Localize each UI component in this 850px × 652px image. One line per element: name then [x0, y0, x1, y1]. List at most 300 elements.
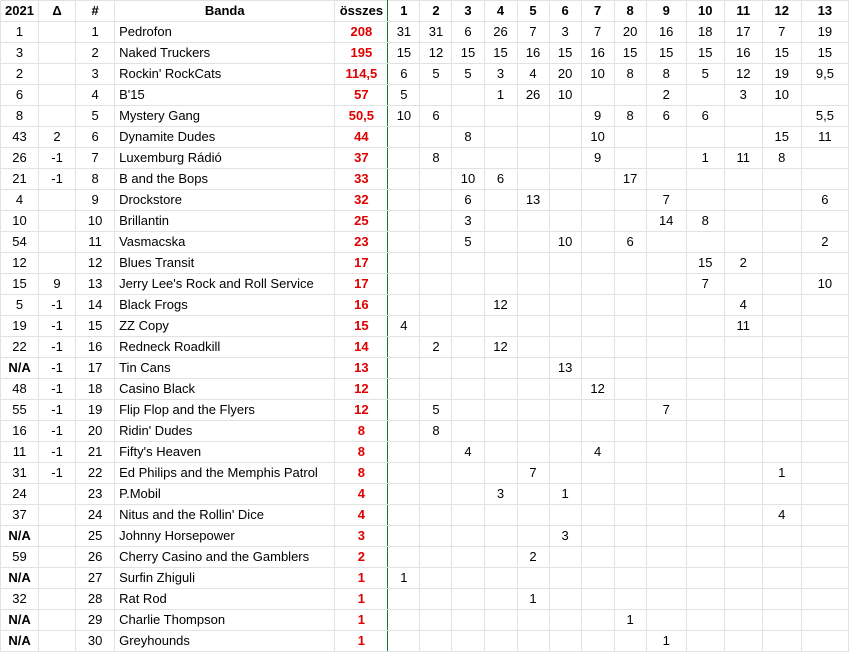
- cell-total: 16: [335, 295, 388, 316]
- cell-rank: 17: [76, 358, 115, 379]
- cell-round-score: [452, 106, 484, 127]
- table-row: [1, 400, 849, 421]
- cell-rank: 4: [76, 85, 115, 106]
- cell-round-score: 1: [762, 463, 801, 484]
- cell-round-score: [484, 463, 517, 484]
- cell-round-score: 3: [452, 211, 484, 232]
- header-row: [1, 1, 849, 22]
- cell-round-score: [801, 358, 848, 379]
- cell-round-score: [388, 274, 420, 295]
- cell-round-score: [724, 190, 762, 211]
- cell-delta: -1: [39, 379, 76, 400]
- cell-round-score: 12: [420, 43, 452, 64]
- cell-band: Nitus and the Rollin' Dice: [115, 505, 335, 526]
- cell-band: Rockin' RockCats: [115, 64, 335, 85]
- cell-round-score: [762, 337, 801, 358]
- cell-round-score: [646, 148, 686, 169]
- cell-round-score: [762, 232, 801, 253]
- cell-round-score: 1: [484, 85, 517, 106]
- cell-2021-rank: 43: [1, 127, 39, 148]
- cell-round-score: [420, 631, 452, 652]
- cell-round-score: [517, 568, 549, 589]
- cell-delta: -1: [39, 421, 76, 442]
- cell-round-score: [762, 547, 801, 568]
- cell-round-score: [581, 85, 614, 106]
- cell-round-score: [686, 505, 724, 526]
- cell-round-score: [614, 505, 646, 526]
- cell-delta: -1: [39, 463, 76, 484]
- cell-round-score: 4: [581, 442, 614, 463]
- cell-2021-rank: 2: [1, 64, 39, 85]
- cell-round-score: [724, 169, 762, 190]
- cell-round-score: [581, 169, 614, 190]
- cell-round-score: [801, 610, 848, 631]
- cell-round-score: [581, 610, 614, 631]
- cell-round-score: [452, 463, 484, 484]
- cell-round-score: [646, 442, 686, 463]
- cell-total: 1: [335, 610, 388, 631]
- cell-round-score: 15: [762, 43, 801, 64]
- cell-round-score: [549, 190, 581, 211]
- cell-total: 1: [335, 631, 388, 652]
- cell-round-score: [646, 526, 686, 547]
- table-row: [1, 547, 849, 568]
- cell-round-score: [517, 505, 549, 526]
- cell-total: 114,5: [335, 64, 388, 85]
- cell-round-score: [452, 148, 484, 169]
- cell-total: 13: [335, 358, 388, 379]
- cell-round-score: [388, 400, 420, 421]
- cell-rank: 20: [76, 421, 115, 442]
- cell-round-score: [517, 211, 549, 232]
- cell-round-score: [762, 631, 801, 652]
- cell-delta: -1: [39, 295, 76, 316]
- cell-delta: [39, 526, 76, 547]
- cell-round-score: [452, 505, 484, 526]
- cell-round-score: [686, 190, 724, 211]
- cell-round-score: [420, 253, 452, 274]
- table-row: [1, 631, 849, 652]
- cell-round-score: [581, 211, 614, 232]
- cell-round-score: 16: [646, 22, 686, 43]
- cell-round-score: 4: [724, 295, 762, 316]
- cell-round-score: [724, 400, 762, 421]
- cell-round-score: [614, 526, 646, 547]
- cell-round-score: [388, 295, 420, 316]
- cell-band: Fifty's Heaven: [115, 442, 335, 463]
- cell-round-score: [724, 526, 762, 547]
- cell-round-score: [614, 358, 646, 379]
- cell-round-score: [801, 568, 848, 589]
- cell-round-score: [484, 190, 517, 211]
- cell-band: Greyhounds: [115, 631, 335, 652]
- cell-2021-rank: 4: [1, 190, 39, 211]
- cell-2021-rank: 19: [1, 316, 39, 337]
- cell-round-score: [762, 484, 801, 505]
- cell-band: Cherry Casino and the Gamblers: [115, 547, 335, 568]
- cell-round-score: 6: [646, 106, 686, 127]
- cell-round-score: [581, 631, 614, 652]
- cell-round-score: 5: [452, 64, 484, 85]
- cell-round-score: [484, 127, 517, 148]
- cell-round-score: [549, 295, 581, 316]
- cell-round-score: [724, 568, 762, 589]
- col-header-round: 7: [581, 1, 614, 22]
- cell-total: 50,5: [335, 106, 388, 127]
- cell-round-score: [452, 337, 484, 358]
- cell-round-score: [646, 568, 686, 589]
- cell-round-score: 31: [388, 22, 420, 43]
- cell-round-score: [686, 631, 724, 652]
- cell-round-score: [484, 610, 517, 631]
- cell-round-score: [484, 505, 517, 526]
- cell-round-score: [388, 190, 420, 211]
- cell-round-score: [420, 463, 452, 484]
- table-row: [1, 421, 849, 442]
- cell-round-score: [646, 463, 686, 484]
- cell-round-score: 9,5: [801, 64, 848, 85]
- cell-round-score: [517, 631, 549, 652]
- cell-delta: [39, 631, 76, 652]
- table-row: [1, 43, 849, 64]
- cell-total: 23: [335, 232, 388, 253]
- cell-round-score: [420, 274, 452, 295]
- cell-round-score: [724, 379, 762, 400]
- cell-round-score: [388, 484, 420, 505]
- cell-round-score: 6: [614, 232, 646, 253]
- cell-round-score: [388, 610, 420, 631]
- cell-round-score: 1: [646, 631, 686, 652]
- cell-2021-rank: 12: [1, 253, 39, 274]
- cell-round-score: [724, 127, 762, 148]
- cell-round-score: [549, 211, 581, 232]
- cell-round-score: [724, 106, 762, 127]
- table-row: [1, 64, 849, 85]
- table-row: [1, 232, 849, 253]
- cell-round-score: 4: [517, 64, 549, 85]
- cell-round-score: [724, 547, 762, 568]
- cell-total: 195: [335, 43, 388, 64]
- cell-round-score: 15: [452, 43, 484, 64]
- cell-round-score: 3: [549, 526, 581, 547]
- cell-rank: 16: [76, 337, 115, 358]
- col-header-round: 1: [388, 1, 420, 22]
- table-row: [1, 505, 849, 526]
- cell-round-score: 3: [484, 64, 517, 85]
- cell-round-score: [614, 85, 646, 106]
- cell-delta: [39, 568, 76, 589]
- cell-round-score: 20: [549, 64, 581, 85]
- table-row: [1, 295, 849, 316]
- cell-round-score: [614, 568, 646, 589]
- cell-round-score: [614, 148, 646, 169]
- cell-round-score: 12: [484, 337, 517, 358]
- cell-round-score: [452, 421, 484, 442]
- cell-round-score: 5: [420, 64, 452, 85]
- cell-round-score: [686, 484, 724, 505]
- cell-round-score: [420, 547, 452, 568]
- cell-round-score: [517, 400, 549, 421]
- cell-2021-rank: 15: [1, 274, 39, 295]
- cell-2021-rank: 1: [1, 22, 39, 43]
- cell-round-score: [452, 547, 484, 568]
- cell-round-score: [614, 316, 646, 337]
- cell-round-score: [581, 358, 614, 379]
- cell-band: B and the Bops: [115, 169, 335, 190]
- table-row: [1, 568, 849, 589]
- cell-2021-rank: 3: [1, 43, 39, 64]
- cell-round-score: [686, 610, 724, 631]
- cell-round-score: [646, 484, 686, 505]
- cell-delta: -1: [39, 400, 76, 421]
- cell-round-score: 17: [614, 169, 646, 190]
- cell-delta: [39, 589, 76, 610]
- cell-round-score: [686, 232, 724, 253]
- cell-band: Vasmacska: [115, 232, 335, 253]
- cell-round-score: [484, 589, 517, 610]
- cell-round-score: [762, 379, 801, 400]
- col-header-total: összes: [335, 1, 388, 22]
- cell-round-score: [614, 190, 646, 211]
- cell-2021-rank: 8: [1, 106, 39, 127]
- cell-round-score: [452, 295, 484, 316]
- cell-round-score: 2: [420, 337, 452, 358]
- cell-round-score: [646, 505, 686, 526]
- cell-round-score: [452, 358, 484, 379]
- cell-round-score: [388, 379, 420, 400]
- cell-round-score: 8: [614, 64, 646, 85]
- cell-round-score: 12: [581, 379, 614, 400]
- cell-round-score: 10: [452, 169, 484, 190]
- cell-round-score: [614, 442, 646, 463]
- table-row: [1, 337, 849, 358]
- cell-round-score: [686, 526, 724, 547]
- cell-round-score: 26: [484, 22, 517, 43]
- cell-round-score: [517, 295, 549, 316]
- cell-round-score: 6: [801, 190, 848, 211]
- cell-rank: 21: [76, 442, 115, 463]
- cell-round-score: [549, 505, 581, 526]
- cell-round-score: [801, 400, 848, 421]
- cell-round-score: 8: [762, 148, 801, 169]
- col-header-round: 9: [646, 1, 686, 22]
- cell-round-score: 2: [724, 253, 762, 274]
- cell-round-score: [686, 442, 724, 463]
- cell-round-score: 4: [388, 316, 420, 337]
- cell-round-score: [724, 211, 762, 232]
- cell-round-score: 10: [581, 127, 614, 148]
- cell-round-score: [549, 316, 581, 337]
- cell-round-score: 8: [614, 106, 646, 127]
- cell-total: 17: [335, 274, 388, 295]
- cell-round-score: [614, 253, 646, 274]
- cell-delta: -1: [39, 337, 76, 358]
- cell-band: Brillantin: [115, 211, 335, 232]
- cell-round-score: [614, 631, 646, 652]
- cell-round-score: 8: [452, 127, 484, 148]
- cell-round-score: [762, 421, 801, 442]
- cell-2021-rank: 48: [1, 379, 39, 400]
- cell-round-score: [614, 127, 646, 148]
- cell-round-score: 2: [517, 547, 549, 568]
- cell-2021-rank: N/A: [1, 358, 39, 379]
- cell-delta: -1: [39, 358, 76, 379]
- cell-round-score: [724, 232, 762, 253]
- cell-band: Casino Black: [115, 379, 335, 400]
- cell-round-score: [484, 274, 517, 295]
- cell-2021-rank: N/A: [1, 610, 39, 631]
- cell-round-score: [420, 610, 452, 631]
- table-row: [1, 379, 849, 400]
- cell-round-score: [549, 421, 581, 442]
- cell-round-score: [484, 211, 517, 232]
- cell-round-score: [581, 253, 614, 274]
- cell-round-score: 6: [452, 22, 484, 43]
- cell-round-score: [420, 379, 452, 400]
- cell-total: 33: [335, 169, 388, 190]
- cell-round-score: [517, 526, 549, 547]
- cell-round-score: 9: [581, 148, 614, 169]
- cell-round-score: 5: [452, 232, 484, 253]
- cell-round-score: [724, 484, 762, 505]
- cell-round-score: [762, 568, 801, 589]
- cell-round-score: [801, 547, 848, 568]
- cell-round-score: [420, 190, 452, 211]
- cell-round-score: [762, 358, 801, 379]
- cell-rank: 7: [76, 148, 115, 169]
- cell-round-score: [801, 169, 848, 190]
- cell-round-score: [762, 442, 801, 463]
- cell-total: 3: [335, 526, 388, 547]
- cell-round-score: 2: [646, 85, 686, 106]
- cell-round-score: [388, 211, 420, 232]
- cell-band: B'15: [115, 85, 335, 106]
- cell-round-score: [420, 442, 452, 463]
- cell-round-score: [388, 358, 420, 379]
- cell-band: Ed Philips and the Memphis Patrol: [115, 463, 335, 484]
- cell-round-score: 17: [724, 22, 762, 43]
- cell-round-score: [484, 316, 517, 337]
- cell-rank: 22: [76, 463, 115, 484]
- cell-band: Tin Cans: [115, 358, 335, 379]
- cell-total: 12: [335, 400, 388, 421]
- cell-round-score: [420, 316, 452, 337]
- cell-round-score: [581, 589, 614, 610]
- table-row: [1, 148, 849, 169]
- cell-round-score: [581, 484, 614, 505]
- cell-round-score: [801, 526, 848, 547]
- cell-round-score: 1: [549, 484, 581, 505]
- cell-round-score: [420, 526, 452, 547]
- cell-round-score: [388, 463, 420, 484]
- cell-delta: [39, 106, 76, 127]
- cell-round-score: [646, 589, 686, 610]
- cell-2021-rank: 6: [1, 85, 39, 106]
- cell-round-score: [762, 190, 801, 211]
- cell-round-score: [452, 400, 484, 421]
- cell-round-score: [724, 631, 762, 652]
- cell-round-score: [517, 316, 549, 337]
- cell-round-score: 5: [686, 64, 724, 85]
- cell-delta: [39, 64, 76, 85]
- cell-round-score: [388, 127, 420, 148]
- col-header-round: 2: [420, 1, 452, 22]
- cell-round-score: [646, 379, 686, 400]
- cell-round-score: 5: [388, 85, 420, 106]
- col-header-round: 6: [549, 1, 581, 22]
- cell-round-score: 15: [614, 43, 646, 64]
- cell-round-score: [388, 253, 420, 274]
- cell-total: 8: [335, 442, 388, 463]
- cell-round-score: [581, 505, 614, 526]
- cell-round-score: [549, 169, 581, 190]
- cell-round-score: [388, 547, 420, 568]
- cell-round-score: [614, 274, 646, 295]
- cell-rank: 26: [76, 547, 115, 568]
- cell-total: 37: [335, 148, 388, 169]
- cell-round-score: [517, 253, 549, 274]
- cell-round-score: [388, 505, 420, 526]
- cell-total: 1: [335, 568, 388, 589]
- cell-round-score: [388, 421, 420, 442]
- cell-round-score: 11: [724, 316, 762, 337]
- cell-round-score: [686, 337, 724, 358]
- cell-round-score: 1: [517, 589, 549, 610]
- cell-round-score: [686, 589, 724, 610]
- table-row: [1, 169, 849, 190]
- cell-round-score: [801, 337, 848, 358]
- col-header-round: 12: [762, 1, 801, 22]
- col-header-round: 4: [484, 1, 517, 22]
- cell-round-score: [686, 169, 724, 190]
- cell-round-score: [452, 253, 484, 274]
- col-header-round: 3: [452, 1, 484, 22]
- cell-round-score: [686, 547, 724, 568]
- cell-round-score: 6: [452, 190, 484, 211]
- cell-round-score: [762, 589, 801, 610]
- cell-band: Redneck Roadkill: [115, 337, 335, 358]
- cell-round-score: [724, 589, 762, 610]
- table-row: [1, 274, 849, 295]
- cell-round-score: 6: [420, 106, 452, 127]
- cell-total: 14: [335, 337, 388, 358]
- cell-round-score: 8: [420, 148, 452, 169]
- cell-round-score: [549, 253, 581, 274]
- cell-rank: 11: [76, 232, 115, 253]
- cell-rank: 13: [76, 274, 115, 295]
- cell-round-score: [801, 505, 848, 526]
- cell-round-score: [388, 631, 420, 652]
- cell-round-score: 15: [801, 43, 848, 64]
- cell-round-score: 6: [686, 106, 724, 127]
- cell-round-score: [549, 589, 581, 610]
- cell-delta: [39, 253, 76, 274]
- cell-round-score: [549, 127, 581, 148]
- cell-round-score: [484, 148, 517, 169]
- cell-round-score: [614, 337, 646, 358]
- cell-round-score: [484, 106, 517, 127]
- cell-round-score: [484, 568, 517, 589]
- cell-round-score: [517, 127, 549, 148]
- cell-round-score: [801, 211, 848, 232]
- cell-band: Charlie Thompson: [115, 610, 335, 631]
- cell-band: Surfin Zhiguli: [115, 568, 335, 589]
- cell-round-score: [517, 442, 549, 463]
- cell-2021-rank: 24: [1, 484, 39, 505]
- cell-rank: 2: [76, 43, 115, 64]
- cell-round-score: [762, 274, 801, 295]
- cell-round-score: [388, 442, 420, 463]
